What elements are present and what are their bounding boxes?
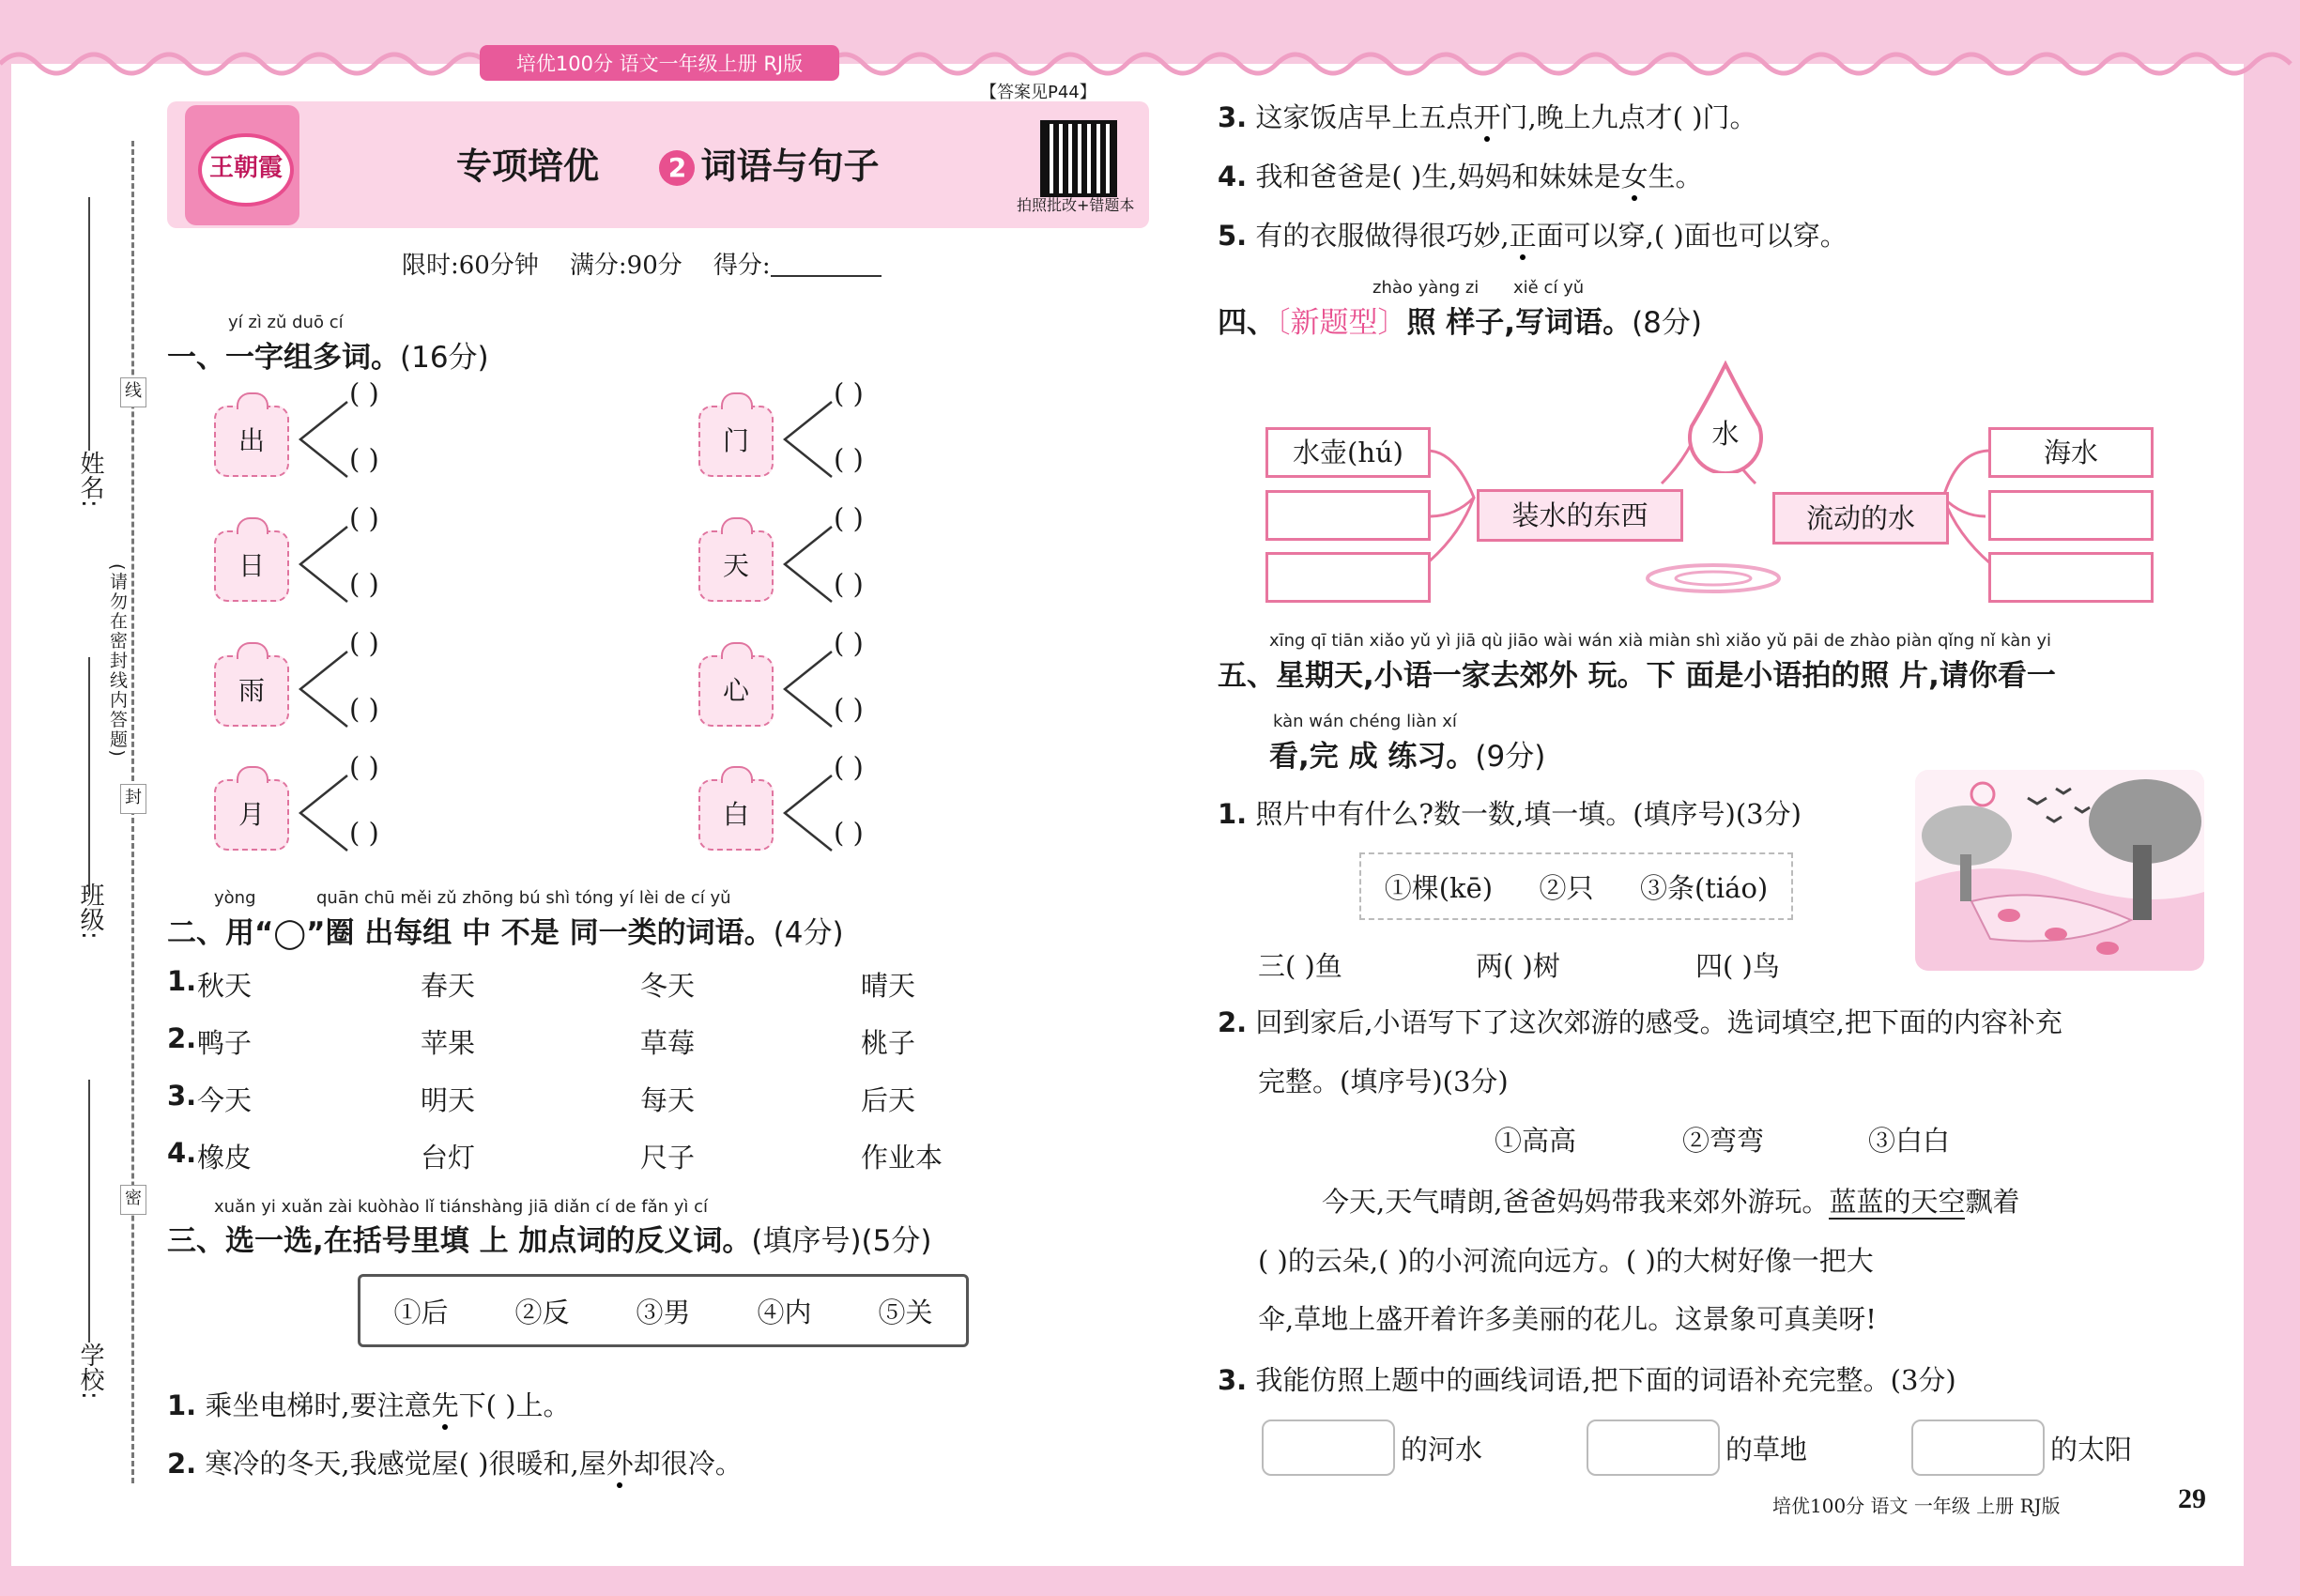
center-left: 装水的东西	[1477, 489, 1683, 542]
s5-q3-item-3: 的太阳	[2050, 1434, 2133, 1466]
s2-row-number: 2.	[167, 1022, 197, 1054]
s2-word-choice[interactable]: 春天	[421, 970, 476, 1002]
word-char-box: 出	[214, 406, 289, 477]
s2-pinyin-a: yòng	[214, 888, 256, 908]
new-type-tag: 〔新题型〕	[1276, 306, 1407, 340]
top-wave-border	[0, 45, 2300, 83]
s3-title: 三、选一选,在括号里填 上 加点词的反义词。(填序号)(5分)	[167, 1224, 932, 1258]
s4-title: 四、〔新题型〕照 样子,写词语。(8分)	[1218, 306, 1702, 340]
exam-limits	[402, 246, 882, 281]
s3-pinyin: xuǎn yi xuǎn zài kuòhào lǐ tiánshàng jiā diǎn cí de fǎn yì cí	[214, 1197, 709, 1217]
blank-right-1[interactable]	[1988, 490, 2154, 541]
s2-word-choice[interactable]: 橡皮	[197, 1142, 253, 1174]
s2-row-number: 4.	[167, 1137, 197, 1169]
brand-logo-text: 王朝霞	[198, 133, 294, 207]
s2-row-number: 3.	[167, 1080, 197, 1112]
option-5: ⑤关	[878, 1296, 933, 1328]
class-label: 班级:	[76, 882, 104, 940]
binding-tag-seal: 封	[120, 784, 146, 814]
s2-title: 二、用“◯”圈 出每组 中 不是 同一类的词语。(4分)	[167, 916, 844, 950]
answer-blank[interactable]: ( )	[349, 377, 379, 409]
unit-number: 2	[659, 150, 695, 186]
s2-word-choice[interactable]: 作业本	[861, 1142, 943, 1174]
s5-q1-fill-1[interactable]: 三( )鱼	[1258, 950, 1342, 982]
s5-q3-item-2: 的草地	[1725, 1434, 1808, 1466]
q1-option-3: ③条(tiáo)	[1639, 871, 1769, 904]
option-3: ③男	[636, 1296, 691, 1328]
answer-blank[interactable]: ( )	[834, 377, 864, 409]
option-4: ④内	[757, 1296, 812, 1328]
s4-pinyin-a: zhào yàng zi	[1372, 278, 1480, 298]
answer-blank[interactable]: ( )	[834, 817, 864, 849]
s2-word-choice[interactable]: 明天	[421, 1084, 476, 1116]
word-char-box: 月	[214, 779, 289, 851]
s5-q2-line-2: 完整。(填序号)(3分)	[1258, 1066, 1509, 1097]
answer-blank[interactable]: ( )	[349, 443, 379, 475]
s5-q3-box-2[interactable]	[1587, 1420, 1720, 1476]
word-char-box: 门	[698, 406, 774, 477]
answer-blank[interactable]: ( )	[834, 568, 864, 600]
s2-pinyin-b: quān chū měi zǔ zhōng bú shì tóng yí lèi de cí yǔ	[316, 888, 731, 908]
answer-blank[interactable]: ( )	[349, 627, 379, 659]
answer-reference: 【答案见P44】	[980, 83, 1096, 102]
s3-options-board	[358, 1274, 969, 1347]
s2-row-number: 1.	[167, 965, 197, 997]
answer-blank[interactable]: ( )	[349, 817, 379, 849]
s2-word-choice[interactable]: 草莓	[640, 1027, 696, 1059]
s3-q4[interactable]: 4. 我和爸爸是( )生,妈妈和妹妹是女生。	[1218, 161, 1703, 192]
s5-q3-box-3[interactable]	[1911, 1420, 2045, 1476]
qr-caption: 拍照批改+错题本	[1017, 196, 1135, 214]
name-rule	[88, 197, 90, 451]
s5-q1: 1. 照片中有什么?数一数,填一填。(填序号)(3分)	[1218, 798, 1802, 830]
s5-pinyin-1: xīng qī tiān xiǎo yǔ yì jiā qù jiāo wài wán xià miàn shì xiǎo yǔ pāi de zhào piàn qǐng nǐ kàn yi	[1269, 631, 2052, 651]
class-rule	[88, 657, 90, 892]
example-right: 海水	[1988, 427, 2154, 478]
s5-q2-para-3: 伞,草地上盛开着许多美丽的花儿。这景象可真美呀!	[1258, 1303, 1877, 1335]
blank-left-2[interactable]	[1265, 552, 1431, 603]
s5-q3-item-1: 的河水	[1401, 1434, 1483, 1466]
s2-word-choice[interactable]: 苹果	[421, 1027, 476, 1059]
title-text: 词语与句子	[700, 146, 880, 187]
s5-q3: 3. 我能仿照上题中的画线词语,把下面的词语补充完整。(3分)	[1218, 1364, 1956, 1396]
s1-pinyin: yí zì zǔ duō cí	[228, 313, 344, 332]
brand-logo	[185, 105, 299, 225]
outing-photo	[1915, 770, 2204, 971]
s2-word-choice[interactable]: 每天	[640, 1084, 696, 1116]
school-rule	[88, 1080, 90, 1343]
s2-word-choice[interactable]: 晴天	[861, 970, 916, 1002]
s1-title: 一、一字组多词。(16分)	[167, 341, 489, 375]
s5-q2-option-3: ③白白	[1868, 1125, 1951, 1157]
footer-text: 培优100分 语文 一年级 上册 RJ版	[1772, 1495, 2061, 1517]
s2-word-choice[interactable]: 冬天	[640, 970, 696, 1002]
s5-q2-para-1: 今天,天气晴朗,爸爸妈妈带我来郊外游玩。蓝蓝的天空飘着	[1322, 1186, 2020, 1218]
name-label: 姓名:	[76, 451, 104, 508]
time-limit: 限时:60分钟	[402, 252, 539, 280]
q1-option-1: ①棵(kē)	[1384, 871, 1494, 904]
s5-pinyin-2: kàn wán chéng liàn xí	[1273, 712, 1457, 731]
word-char-box: 雨	[214, 655, 289, 727]
s5-title-line-1: 五、星期天,小语一家去郊外 玩。下 面是小语拍的照 片,请你看一	[1218, 659, 2056, 693]
full-score: 满分:90分	[569, 252, 682, 280]
branch-lines	[297, 398, 353, 483]
binding-note: (请勿在密封线内答题)	[107, 563, 128, 759]
option-1: ①后	[393, 1296, 449, 1328]
s5-title-line-2: 看,完 成 练习。(9分)	[1269, 740, 1546, 774]
branch-lines	[297, 648, 353, 732]
s5-q1-fill-2[interactable]: 两( )树	[1476, 950, 1560, 982]
branch-lines	[297, 523, 353, 607]
answer-blank[interactable]: ( )	[834, 693, 864, 725]
s2-word-choice[interactable]: 桃子	[861, 1027, 916, 1059]
s3-q2[interactable]: 2. 寒冷的冬天,我感觉屋( )很暖和,屋外却很冷。	[167, 1448, 743, 1480]
s5-q2-option-2: ②弯弯	[1682, 1125, 1765, 1157]
word-char-box: 日	[214, 530, 289, 602]
s5-q2: 2. 回到家后,小语写下了这次郊游的感受。选词填空,把下面的内容补充	[1218, 1006, 2062, 1038]
qr-code-icon[interactable]	[1040, 120, 1117, 197]
page-title	[456, 137, 880, 189]
book-banner: 培优100分 语文一年级上册 RJ版	[480, 45, 839, 81]
word-char-box: 白	[698, 779, 774, 851]
s5-q2-para-2[interactable]: ( )的云朵,( )的小河流向远方。( )的大树好像一把大	[1258, 1245, 1874, 1277]
s4-pinyin-b: xiě cí yǔ	[1513, 278, 1585, 298]
binding-tag-line: 线	[120, 377, 146, 407]
s2-word-choice[interactable]: 后天	[861, 1084, 916, 1116]
branch-lines	[781, 648, 837, 732]
center-right: 流动的水	[1772, 492, 1949, 545]
s5-q2-option-1: ①高高	[1495, 1125, 1577, 1157]
s3-q5[interactable]: 5. 有的衣服做得很巧妙,正面可以穿,( )面也可以穿。	[1218, 220, 1848, 252]
s5-q3-box-1[interactable]	[1262, 1420, 1395, 1476]
school-label: 学校:	[76, 1343, 104, 1400]
word-char-box: 心	[698, 655, 774, 727]
s2-word-choice[interactable]: 今天	[197, 1084, 253, 1116]
binding-tag-mi: 密	[120, 1185, 146, 1215]
answer-blank[interactable]: ( )	[834, 627, 864, 659]
blank-right-2[interactable]	[1988, 552, 2154, 603]
underlined-phrase: 蓝蓝的天空	[1829, 1186, 1966, 1218]
word-char-box: 天	[698, 530, 774, 602]
branch-lines	[297, 772, 353, 856]
s5-q1-fill-3[interactable]: 四( )鸟	[1695, 950, 1780, 982]
title-prefix: 专项培优	[456, 146, 600, 187]
branch-lines	[781, 772, 837, 856]
branch-lines	[781, 523, 837, 607]
option-2: ②反	[514, 1296, 570, 1328]
answer-blank[interactable]: ( )	[349, 502, 379, 534]
score-field[interactable]	[771, 275, 882, 277]
s2-word-choice[interactable]: 尺子	[640, 1142, 696, 1174]
s2-word-choice[interactable]: 秋天	[197, 970, 253, 1002]
answer-blank[interactable]: ( )	[349, 751, 379, 783]
s2-word-choice[interactable]: 台灯	[421, 1142, 476, 1174]
s3-q1[interactable]: 1. 乘坐电梯时,要注意先下( )上。	[167, 1389, 571, 1421]
answer-blank[interactable]: ( )	[349, 693, 379, 725]
example-left: 水壶(hú)	[1265, 427, 1431, 478]
score-label: 得分:	[713, 252, 771, 280]
answer-blank[interactable]: ( )	[834, 751, 864, 783]
answer-blank[interactable]: ( )	[349, 568, 379, 600]
blank-left-1[interactable]	[1265, 490, 1431, 541]
drop-label: 水	[1711, 418, 1740, 450]
branch-lines	[781, 398, 837, 483]
answer-blank[interactable]: ( )	[834, 443, 864, 475]
q1-option-2: ②只	[1539, 871, 1594, 904]
s2-word-choice[interactable]: 鸭子	[197, 1027, 253, 1059]
answer-blank[interactable]: ( )	[834, 502, 864, 534]
s3-q3[interactable]: 3. 这家饭店早上五点开门,晚上九点才( )门。	[1218, 101, 1757, 133]
page-number: 29	[2178, 1483, 2206, 1514]
s5-q1-options	[1359, 852, 1793, 920]
